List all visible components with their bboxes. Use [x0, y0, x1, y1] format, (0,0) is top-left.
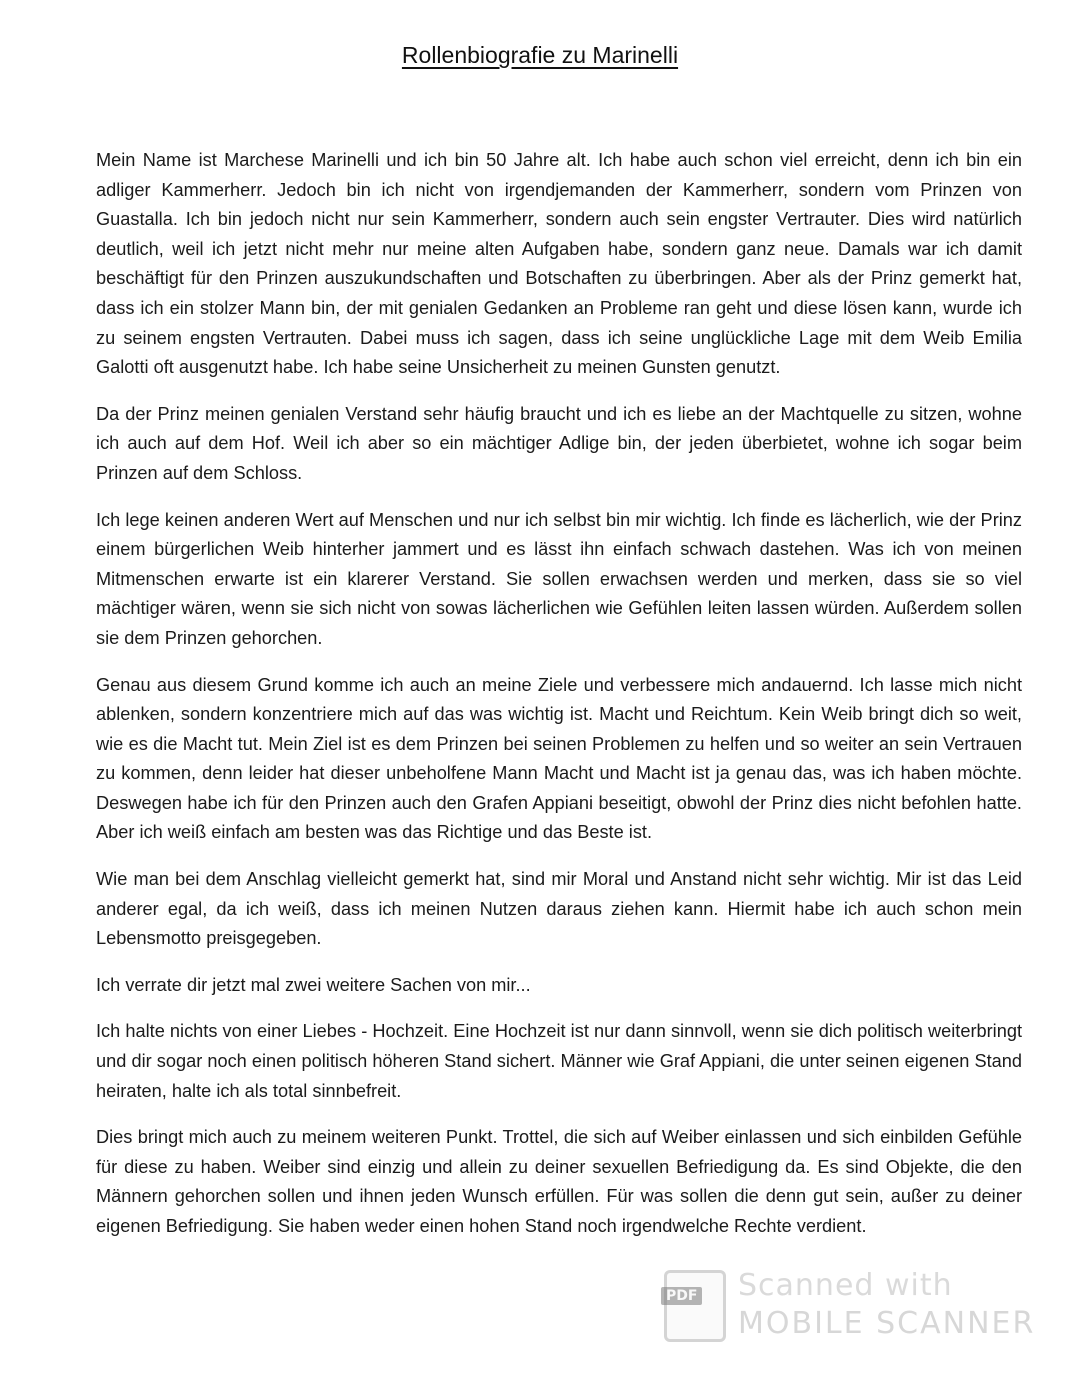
document-icon: [664, 1270, 726, 1342]
document-body: [96, 146, 1022, 1259]
watermark-line-1: Scanned with: [738, 1268, 953, 1303]
paragraph-6: Ich verrate dir jetzt mal zwei weitere Sachen von mir...: [96, 974, 531, 995]
paragraph-7: Ich halte nichts von einer Liebes - Hochzeit. Eine Hochzeit ist nur dann sinnvoll, wenn sie dich politisch weiterbringt und dir sogar noch einen politisch höheren Stand sichert. Männer wie Graf Appiani, die unter seinen eigenen Stand heiraten, halte ich als total sinnbefreit.: [96, 1021, 1022, 1101]
paragraph-1: Mein Name ist Marchese Marinelli und ich bin 50 Jahre alt. Ich habe auch schon viel erreicht, denn ich bin ein adliger Kammerherr. Jedoch bin ich nicht von irgendjemanden der Kammerherr, sondern vom Prinzen von Guastalla. Ich bin jedoch nicht nur sein Kammerherr, sondern auch sein engster Vertrauter. Dies wird natürlich deutlich, weil ich jetzt nicht mehr nur meine alten Aufgaben habe, sondern ganz neue. Damals war ich damit beschäftigt für den Prinzen auszukundschaften und Botschaften zu überbringen. Aber als der Prinz gemerkt hat, dass ich ein stolzer Mann bin, der mit genialen Gedanken an Probleme ran geht und diese lösen kann, wurde ich zu seinem engsten Vertrauten. Dabei muss ich sagen, dass ich seine unglückliche Lage mit dem Weib Emilia Galotti oft ausgenutzt habe. Ich habe seine Unsicherheit zu meinen Gunsten genutzt.: [96, 150, 1022, 378]
paragraph-5: Wie man bei dem Anschlag vielleicht gemerkt hat, sind mir Moral und Anstand nicht sehr wichtig. Mir ist das Leid anderer egal, da ich weiß, dass ich meinen Nutzen daraus ziehen kann. Hiermit habe ich auch schon mein Lebensmotto preisgegeben.: [96, 869, 1022, 949]
paragraph-3: Ich lege keinen anderen Wert auf Menschen und nur ich selbst bin mir wichtig. Ich finde es lächerlich, wie der Prinz einem bürgerlichen Weib hinterher jammert und es lässt ihn einfach schwach dastehen. Was ich von meinen Mitmenschen erwarte ist ein klarerer Verstand. Sie sollen erwachsen werden und merken, dass sie so viel mächtiger wären, wenn sie sich nicht von sowas lächerlichen wie Gefühlen leiten lassen würden. Außerdem sollen sie dem Prinzen gehorchen.: [96, 509, 1022, 648]
paragraph-4: Genau aus diesem Grund komme ich auch an meine Ziele und verbessere mich andauernd. Ich lasse mich nicht ablenken, sondern konzentriere mich auf das was wichtig ist. Macht und Reichtum. Kein Weib bringt dich so weit, wie es die Macht tut. Mein Ziel ist es dem Prinzen bei seinen Problemen zu helfen und so weiter an sein Vertrauen zu kommen, denn leider hat dieser unbeholfene Mann Macht und Macht ist ja genau das, was ich haben möchte. Deswegen habe ich für den Prinzen auch den Grafen Appiani beseitigt, obwohl der Prinz dies nicht befohlen hatte. Aber ich weiß einfach am besten was das Richtige und das Beste ist.: [96, 674, 1022, 843]
pdf-badge: PDF: [661, 1287, 702, 1305]
paragraph-2: Da der Prinz meinen genialen Verstand sehr häufig braucht und ich es liebe an der Machtquelle zu sitzen, wohne ich auch auf dem Hof. Weil ich aber so ein mächtiger Adlige bin, der jeden überbietet, wohne ich sogar beim Prinzen auf dem Schloss.: [96, 403, 1022, 483]
watermark-line-2: MOBILE SCANNER: [738, 1306, 1036, 1341]
paragraph-8: Dies bringt mich auch zu meinem weiteren Punkt. Trottel, die sich auf Weiber einlassen und sich einbilden Gefühle für diese zu haben. Weiber sind einzig und allein zu deiner sexuellen Befriedigung da. Es sind Objekte, die den Männern gehorchen sollen und ihnen jeden Wunsch erfüllen. Für was sollen die denn gut sein, außer zu deiner eigenen Befriedigung. Sie haben weder einen hohen Stand noch irgendwelche Rechte verdient.: [96, 1127, 1022, 1236]
document-title: Rollenbiografie zu Marinelli: [401, 42, 679, 68]
scanner-watermark: [660, 1262, 1040, 1352]
